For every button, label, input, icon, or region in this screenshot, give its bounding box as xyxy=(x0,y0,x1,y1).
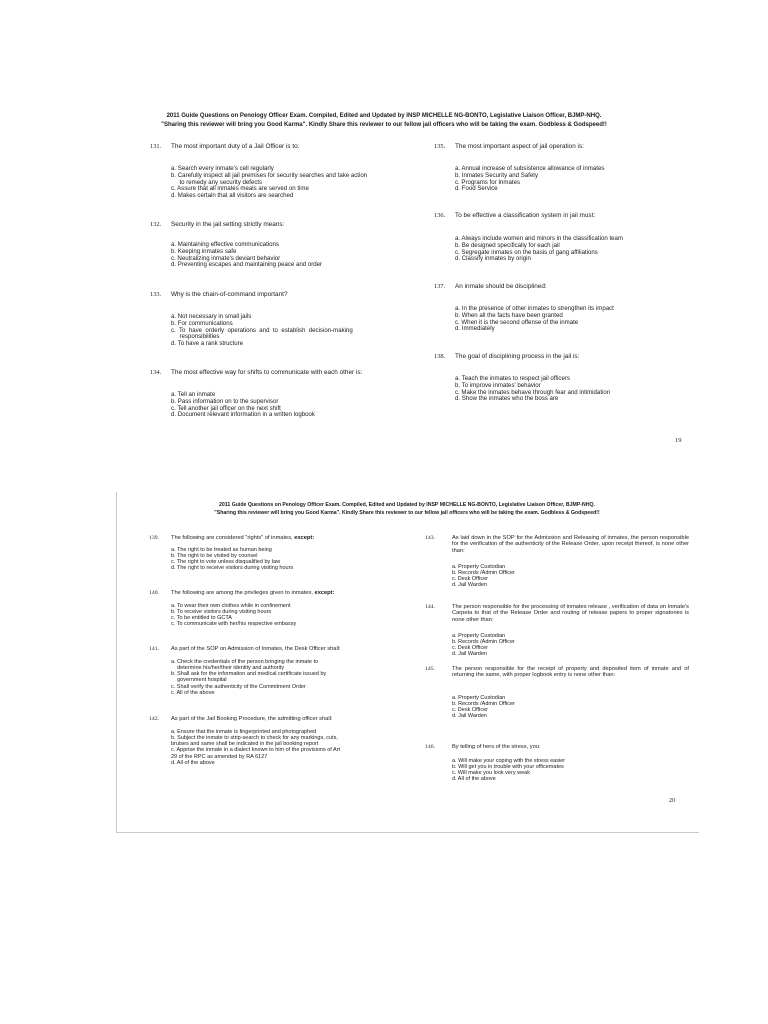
option: government hospital xyxy=(171,677,227,684)
option: d. The right to receive visitors during visiting hours xyxy=(171,565,294,572)
question-text: As laid down in the SOP for the Admission and Releasing of inmates, the person responsible for the verification of the authenticity of the Release Order, upon receipt thereof, is none other than: xyxy=(452,535,689,554)
question-number: 139. xyxy=(149,535,159,541)
question-text: An inmate should be disciplined: xyxy=(455,283,547,290)
option: c. To communicate with her/his respective embassy xyxy=(171,621,297,628)
option: c. Assure that all inmates meals are served on time xyxy=(171,185,309,193)
option: c. Desk Officer xyxy=(452,645,488,652)
options-133 xyxy=(171,314,411,348)
question-text: Why is the chain-of-command important? xyxy=(171,291,288,298)
options-141 xyxy=(171,659,401,696)
option: d. Jail Warden xyxy=(452,582,487,589)
option: d. Document relevant information in a written logbook xyxy=(171,411,315,419)
question-number: 134. xyxy=(150,369,162,376)
option: b. Shall ask for the information and medical certificate issued by xyxy=(171,671,327,678)
header-line-2: "Sharing this reviewer will bring you Good Karma". Kindly Share this reviewer to our fellow jail officers who will be taking the exam. Godbless & Godspeed!! xyxy=(214,510,600,516)
option: d. Food Service xyxy=(455,185,498,193)
header-line-1: 2011 Guide Questions on Penology Officer Exam. Compiled, Edited and Updated by INSP MICHELLE NG-BONTO, Legislative Liaison Officer, BJMP-NHQ. xyxy=(219,502,595,508)
option: c. All of the above xyxy=(171,689,215,696)
question-139 xyxy=(149,535,399,545)
question-text: The goal of disciplining process in the jail is: xyxy=(455,353,580,360)
options-132 xyxy=(171,242,411,269)
options-139 xyxy=(171,547,401,572)
option: c. Will make you look very weak xyxy=(452,770,530,777)
question-text: The most important aspect of jail operation is: xyxy=(455,143,584,150)
option: c. To be entitled to GCTA xyxy=(171,615,232,622)
question-number: 135. xyxy=(434,143,446,150)
question-text: To be effective a classification system in jail must: xyxy=(455,212,596,219)
option: b. Subject the inmate to strip-search to check for any markings, cuts, xyxy=(171,735,338,742)
option: d. To have a rank structure xyxy=(171,340,244,348)
option: a. Always include women and minors in the classification team xyxy=(455,235,623,242)
options-144 xyxy=(452,633,682,658)
option: a. Property Custodian xyxy=(452,633,506,639)
option: c. Desk Officer xyxy=(452,576,488,583)
question-text: As part of the SOP on Admission of Inmates, the Desk Officer shall: xyxy=(171,646,341,652)
question-142 xyxy=(149,716,399,726)
question-138 xyxy=(434,353,664,363)
option: c. Tell another jail officer on the next shift xyxy=(171,404,281,412)
question-146 xyxy=(425,744,689,754)
question-number: 140. xyxy=(149,590,159,596)
option: c. Programs for Inmates xyxy=(455,178,521,186)
option: a. Check the credentials of the person bringing the inmate to xyxy=(171,659,319,665)
question-number: 136. xyxy=(434,212,446,219)
question-text: The following are considered "rights" of inmates, except: xyxy=(171,535,315,541)
question-137 xyxy=(434,283,664,293)
question-140 xyxy=(149,590,399,600)
exam-page-19 xyxy=(0,0,768,470)
options-143 xyxy=(452,564,682,589)
options-142 xyxy=(171,729,401,766)
option: d. Jail Warden xyxy=(452,713,487,720)
question-141 xyxy=(149,646,399,656)
question-number: 138. xyxy=(434,353,446,360)
option: a. Maintaining effective communications xyxy=(171,241,279,248)
question-number: 132. xyxy=(150,221,162,228)
header-line-2: "Sharing this reviewer will bring you Good Karma". Kindly Share this reviewer to our fellow jail officers who will be taking the exam. Godbless & Godspeed!! xyxy=(161,122,607,128)
question-132 xyxy=(150,221,410,231)
option: b. Will get you in trouble with your officemates xyxy=(452,764,564,771)
options-137 xyxy=(455,306,675,333)
option: d. Preventing escapes and maintaining peace and order xyxy=(171,261,323,269)
question-143 xyxy=(425,535,689,565)
option: b. For communications xyxy=(171,319,233,327)
question-text: The person responsible for the receipt of property and deposited item of inmate and of returning the same, with proper logbook entry is none other than: xyxy=(452,666,689,679)
question-number: 137. xyxy=(434,283,446,290)
question-text: The following are among the privileges given to inmates, except: xyxy=(171,590,335,596)
question-number: 133. xyxy=(150,291,162,298)
question-number: 143. xyxy=(425,535,435,541)
page-number: 20 xyxy=(669,798,675,804)
question-145 xyxy=(425,666,689,696)
option: a. Tell an inmate xyxy=(171,391,216,398)
option: b. To improve inmates' behavior xyxy=(455,381,541,389)
question-text: By telling of hers of the stress, you: xyxy=(452,744,541,750)
options-138 xyxy=(455,376,675,403)
question-text: The most effective way for shifts to communicate with each other is: xyxy=(171,369,363,376)
question-number: 144. xyxy=(425,604,435,610)
question-text: As part of the Jail Booking Procedure, the admitting officer shall: xyxy=(171,716,333,722)
option: b. Records /Admin Officer xyxy=(452,639,515,646)
page-header xyxy=(150,112,618,130)
option: b. To receive visitors during visiting hours xyxy=(171,609,272,616)
option: a. Annual increase of subsistence allowance of inmates xyxy=(455,165,605,172)
question-emphasis: except: xyxy=(314,590,335,596)
options-145 xyxy=(452,695,682,720)
option: b. Pass information on to the supervisor xyxy=(171,397,279,405)
options-136 xyxy=(455,236,675,263)
option: d. Classify inmates by origin xyxy=(455,255,531,263)
option: c. Apprise the inmate in a dialect known to him of the provisions of Art xyxy=(171,747,341,754)
option: b. When all the facts have been granted xyxy=(455,311,563,319)
option: b. The right to be visited by counsel xyxy=(171,553,258,560)
page-header xyxy=(157,501,657,517)
options-140 xyxy=(171,603,401,628)
option: a. In the presence of other inmates to strengthen its impact xyxy=(455,305,614,312)
option: b. Records /Admin Officer xyxy=(452,701,515,708)
question-135 xyxy=(434,143,664,153)
option: d. Makes certain that all visitors are searched xyxy=(171,192,294,200)
option: a. Search every inmate's cell regularly xyxy=(171,165,274,172)
option: c. The right to vote unless disqualified by law xyxy=(171,559,281,566)
option: responsibilities xyxy=(171,333,220,341)
option: a. Will make your coping with the stress easier xyxy=(452,758,566,764)
question-136 xyxy=(434,212,664,222)
question-number: 146. xyxy=(425,744,435,750)
option: a. Teach the inmates to respect jail officers xyxy=(455,375,570,382)
question-133 xyxy=(150,291,410,301)
option: to remedy any security defects xyxy=(171,178,263,186)
option: 29 of the RPC as amended by RA 6127 xyxy=(171,753,268,760)
option: a. To wear their own clothes while in confinement xyxy=(171,603,291,609)
options-146 xyxy=(452,758,682,783)
question-144 xyxy=(425,604,689,634)
option: d. Immediately xyxy=(455,325,495,333)
option: determine his/her/their identity and authority xyxy=(171,665,285,672)
option: b. Records /Admin Officer xyxy=(452,570,515,577)
option: a. Property Custodian xyxy=(452,564,506,570)
header-line-1: 2011 Guide Questions on Penology Officer Exam. Compiled, Edited and Updated by INSP MICHELLE NG-BONTO, Legislative Liaison Officer, BJMP-NHQ. xyxy=(166,113,602,119)
question-text: Security in the jail setting strictly means: xyxy=(171,221,285,228)
options-131 xyxy=(171,166,411,200)
question-text: The most important duty of a Jail Officer is to: xyxy=(171,143,300,150)
question-number: 141. xyxy=(149,646,159,652)
option: a. Property Custodian xyxy=(452,695,506,701)
option: a. Not necessary in small jails xyxy=(171,313,252,320)
option: b. Keeping inmates safe xyxy=(171,247,237,255)
option: d. All of the above xyxy=(171,759,215,766)
options-134 xyxy=(171,392,411,419)
option: d. Show the inmates who the boss are xyxy=(455,395,559,403)
option: c. Neutralizing inmate's deviant behavior xyxy=(171,254,281,262)
option: bruises and same shall be indicated in the jail booking report xyxy=(171,741,319,748)
option: c. Shall verify the authenticity of the Commitment Order xyxy=(171,683,306,690)
option: c. When it is the second offense of the inmate xyxy=(455,318,579,326)
question-number: 145. xyxy=(425,666,435,672)
question-number: 131. xyxy=(150,143,162,150)
option: c. To have orderly operations and to establish decision-making xyxy=(171,326,353,334)
question-text: The person responsible for the processing of inmates release , verification of data on Inmate's Carpeta to that of the Release Order and routing of release papers to proper signatories is none other than: xyxy=(452,604,689,623)
option: a. Ensure that the inmate is fingerprinted and photographed xyxy=(171,729,317,735)
question-emphasis: except: xyxy=(294,535,315,541)
option: c. Make the inmates behave through fear and intimidation xyxy=(455,388,611,396)
option: d. Jail Warden xyxy=(452,651,487,658)
question-number: 142. xyxy=(149,716,159,722)
option: b. Be designed specifically for each jail xyxy=(455,241,560,249)
option: a. The right to be treated as human being xyxy=(171,547,272,553)
option: d. All of the above xyxy=(452,776,496,783)
option: b. Inmates Security and Safety xyxy=(455,171,538,179)
option: b. Carefully inspect all jail premises for security searches and take action xyxy=(171,171,368,179)
exam-page-20 xyxy=(116,492,699,833)
page-number: 19 xyxy=(675,437,682,444)
option: c. Desk Officer xyxy=(452,707,488,714)
option: c. Segregate inmates on the basis of gang affiliations xyxy=(455,248,598,256)
question-134 xyxy=(150,369,410,379)
options-135 xyxy=(455,166,675,193)
